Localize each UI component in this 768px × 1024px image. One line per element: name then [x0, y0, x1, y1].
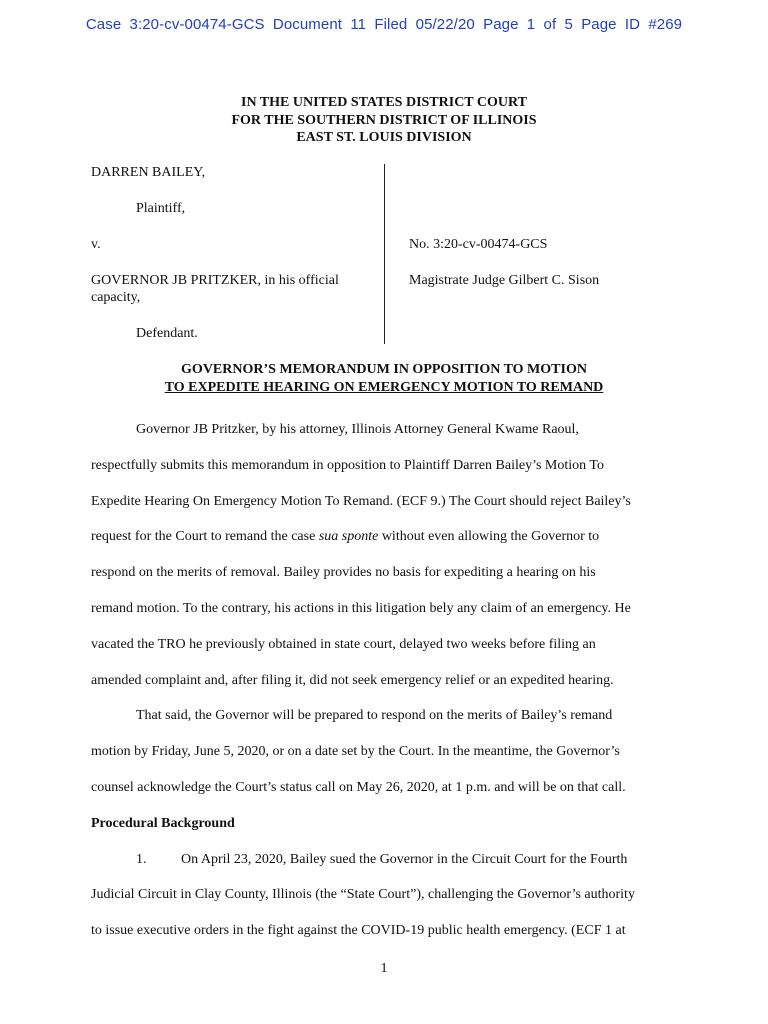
memorandum-body: [91, 412, 678, 949]
item1-line-1: [91, 842, 678, 878]
p1-line-6: remand motion. To the contrary, his actions in this litigation bely any claim of an emergency. He: [91, 600, 631, 616]
p1-line-3: Expedite Hearing On Emergency Motion To Remand. (ECF 9.) The Court should reject Bailey’s: [91, 493, 631, 509]
defendant-name-line-1: GOVERNOR JB PRITZKER, in his official: [91, 273, 339, 288]
magistrate-judge: Magistrate Judge Gilbert C. Sison: [409, 273, 600, 288]
p1-line-4a: request for the Court to remand the case: [91, 529, 319, 545]
plaintiff-name: DARREN BAILEY,: [91, 165, 206, 180]
caption-divider: [384, 164, 385, 344]
defendant-role: Defendant.: [136, 326, 198, 341]
paragraph-2: [91, 698, 678, 805]
p1-line-7: vacated the TRO he previously obtained in state court, delayed two weeks before filing an: [91, 636, 596, 652]
p1-line-2: respectfully submits this memorandum in opposition to Plaintiff Darren Bailey’s Motion To: [91, 457, 604, 473]
court-heading: [0, 94, 768, 147]
court-line-3: EAST ST. LOUIS DIVISION: [296, 130, 472, 145]
p1-line-4: [91, 519, 678, 555]
p1-line-4b: without even allowing the Governor to: [378, 529, 600, 545]
title-line-1: GOVERNOR’S MEMORANDUM IN OPPOSITION TO MOTION: [181, 362, 587, 377]
court-line-1: IN THE UNITED STATES DISTRICT COURT: [241, 95, 527, 110]
case-number: No. 3:20-cv-00474-GCS: [409, 237, 548, 252]
p1-line-1: Governor JB Pritzker, by his attorney, Illinois Attorney General Kwame Raoul,: [136, 422, 579, 437]
sua-sponte-italic: sua sponte: [318, 529, 379, 545]
filing-stamp: Case 3:20-cv-00474-GCS Document 11 Filed 05/22/20 Page 1 of 5 Page ID #269: [85, 16, 683, 33]
title-line-2: TO EXPEDITE HEARING ON EMERGENCY MOTION TO REMAND: [164, 380, 604, 395]
page-number: 1: [380, 961, 388, 976]
item-number: 1.: [136, 851, 147, 867]
paragraph-1: [91, 412, 678, 698]
plaintiff-role: Plaintiff,: [136, 201, 186, 216]
court-line-2: FOR THE SOUTHERN DISTRICT OF ILLINOIS: [231, 112, 537, 128]
section-heading: [91, 806, 678, 842]
p2-line-3: counsel acknowledge the Court’s status call on May 26, 2020, at 1 p.m. and will be on that call.: [91, 779, 626, 795]
memorandum-title: [0, 361, 768, 397]
item1-line-2: Judicial Circuit in Clay County, Illinois (the “State Court”), challenging the Governor’s authority: [91, 887, 635, 903]
numbered-paragraph-1: [91, 842, 678, 949]
procedural-background-heading: Procedural Background: [91, 815, 235, 831]
p1-line-8: amended complaint and, after filing it, did not seek emergency relief or an expedited hearing.: [91, 672, 614, 688]
p1-line-5: respond on the merits of removal. Bailey provides no basis for expediting a hearing on his: [91, 565, 596, 581]
item1-line-3: to issue executive orders in the fight against the COVID-19 public health emergency. (ECF 1 at: [91, 923, 626, 939]
versus: v.: [91, 237, 101, 252]
p2-line-1: That said, the Governor will be prepared to respond on the merits of Bailey’s remand: [136, 708, 613, 724]
defendant-name-line-2: capacity,: [91, 290, 141, 305]
p2-line-2: motion by Friday, June 5, 2020, or on a date set by the Court. In the meantime, the Governor’s: [91, 744, 620, 760]
item1-line-1-text: On April 23, 2020, Bailey sued the Governor in the Circuit Court for the Fourth: [181, 851, 628, 867]
